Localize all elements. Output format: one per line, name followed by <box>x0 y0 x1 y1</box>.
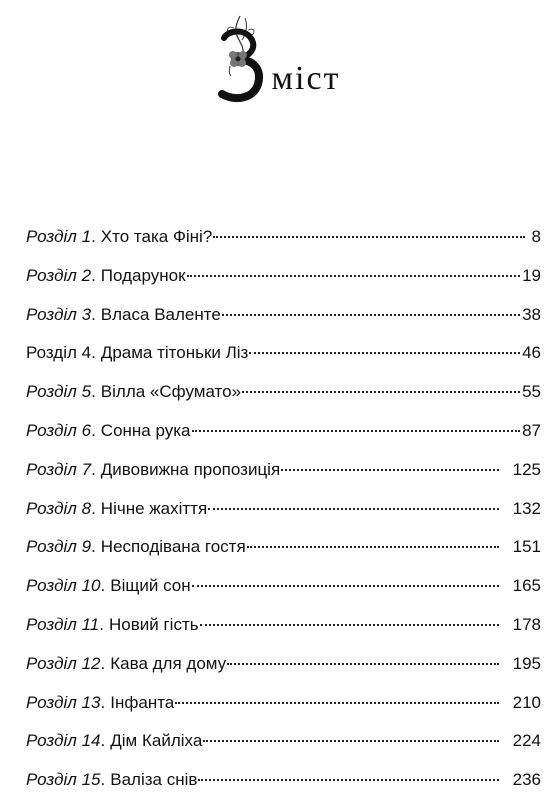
toc-separator: . <box>100 770 106 790</box>
toc-title: Дім Кайліха <box>110 731 203 751</box>
toc-chapter-label: Розділ 7 <box>26 459 92 479</box>
toc-separator: . <box>91 420 96 440</box>
toc-separator: . <box>91 537 96 557</box>
toc-chapter-label: Розділ 4 <box>26 343 92 363</box>
toc-title: Власа Валенте <box>100 304 221 324</box>
toc-chapter-label: Розділ 10 <box>26 576 101 596</box>
toc-entry[interactable] <box>26 498 541 537</box>
toc-chapter-label: Розділ 14 <box>26 731 101 751</box>
toc-chapter-label: Розділ 1 <box>26 227 92 246</box>
dot-leader <box>187 275 521 277</box>
toc-title: Валіза снів <box>110 770 198 790</box>
toc-title: Новий гість <box>109 614 199 634</box>
page-heading <box>0 6 550 106</box>
toc-entry[interactable] <box>26 304 541 343</box>
toc-chapter-label: Розділ 2 <box>26 265 92 285</box>
toc-chapter-label: Розділ 15 <box>26 770 101 790</box>
heading-group <box>210 10 341 106</box>
toc-page-number: 195 <box>512 653 541 673</box>
toc-page-number: 165 <box>512 576 541 596</box>
dot-leader <box>192 430 521 432</box>
toc-entry[interactable] <box>26 381 541 420</box>
dot-leader <box>208 508 499 510</box>
toc-separator: . <box>99 614 104 634</box>
toc-separator: . <box>91 498 96 518</box>
toc-separator: . <box>91 459 96 479</box>
toc-page-number: 38 <box>522 304 541 324</box>
toc-title: Несподівана гостя <box>100 537 246 557</box>
toc-title: Сонна рука <box>100 420 191 440</box>
toc-separator: . <box>91 304 96 324</box>
dot-leader <box>203 740 499 742</box>
decorative-initial <box>210 10 270 106</box>
toc-title: Дивовижна пропозиція <box>100 459 281 479</box>
table-of-contents <box>26 226 541 808</box>
ornamental-flower-initial-icon <box>210 10 270 106</box>
toc-chapter-label: Розділ 13 <box>26 692 101 712</box>
toc-entry[interactable] <box>26 459 541 498</box>
toc-title: Інфанта <box>110 692 175 712</box>
dot-leader <box>242 391 520 393</box>
dot-leader <box>192 585 499 587</box>
toc-title: Віщий сон <box>110 576 191 596</box>
toc-page-number: 55 <box>522 382 541 402</box>
toc-entry[interactable] <box>26 575 541 614</box>
dot-leader <box>200 624 499 626</box>
toc-page-number: 125 <box>512 459 541 479</box>
toc-chapter-label: Розділ 11 <box>26 614 100 634</box>
dot-leader <box>247 546 499 548</box>
toc-title: Хто така Фіні? <box>100 227 213 246</box>
toc-entry[interactable] <box>26 730 541 769</box>
toc-chapter-label: Розділ 8 <box>26 498 92 518</box>
toc-entry[interactable] <box>26 265 541 304</box>
toc-separator: . <box>91 265 96 285</box>
toc-page-number: 132 <box>512 498 541 518</box>
toc-title: Кава для дому <box>110 653 227 673</box>
toc-page-number: 224 <box>512 731 541 751</box>
toc-page-number: 46 <box>522 343 541 363</box>
toc-chapter-label: Розділ 6 <box>26 420 92 440</box>
toc-entry[interactable] <box>26 536 541 575</box>
toc-separator: . <box>91 382 96 402</box>
dot-leader <box>175 702 499 704</box>
toc-chapter-label: Розділ 5 <box>26 382 92 402</box>
toc-chapter-label: Розділ 9 <box>26 537 92 557</box>
dot-leader <box>281 469 499 471</box>
toc-chapter-label: Розділ 3 <box>26 304 92 324</box>
toc-title: Вілла «Сфумато» <box>100 382 242 402</box>
heading-text: міст <box>271 60 341 97</box>
toc-page-number: 87 <box>522 420 541 440</box>
toc-entry[interactable] <box>26 226 541 265</box>
toc-entry[interactable] <box>26 342 541 381</box>
toc-page-number: 210 <box>512 692 541 712</box>
toc-page-number: 236 <box>512 770 541 790</box>
toc-title: Нічне жахіття <box>100 498 208 518</box>
toc-separator: . <box>100 731 106 751</box>
toc-chapter-label: Розділ 12 <box>26 653 101 673</box>
dot-leader <box>222 314 520 316</box>
dot-leader <box>249 352 520 354</box>
toc-page-number: 8 <box>531 227 541 246</box>
dot-leader <box>198 779 499 781</box>
toc-page-number: 19 <box>522 265 541 285</box>
toc-title: Подарунок <box>100 265 186 285</box>
toc-separator: . <box>100 576 106 596</box>
toc-page-number: 151 <box>512 537 541 557</box>
toc-title: Драма тітоньки Ліз <box>100 343 249 363</box>
toc-entry[interactable] <box>26 653 541 692</box>
dot-leader <box>213 236 525 238</box>
toc-entry[interactable] <box>26 614 541 653</box>
toc-separator: . <box>100 692 106 712</box>
toc-page-number: 178 <box>512 614 541 634</box>
toc-separator: . <box>91 227 96 246</box>
dot-leader <box>227 663 499 665</box>
toc-separator: . <box>91 343 96 363</box>
toc-entry[interactable] <box>26 692 541 731</box>
toc-entry[interactable] <box>26 420 541 459</box>
toc-entry[interactable] <box>26 769 541 808</box>
toc-separator: . <box>100 653 106 673</box>
